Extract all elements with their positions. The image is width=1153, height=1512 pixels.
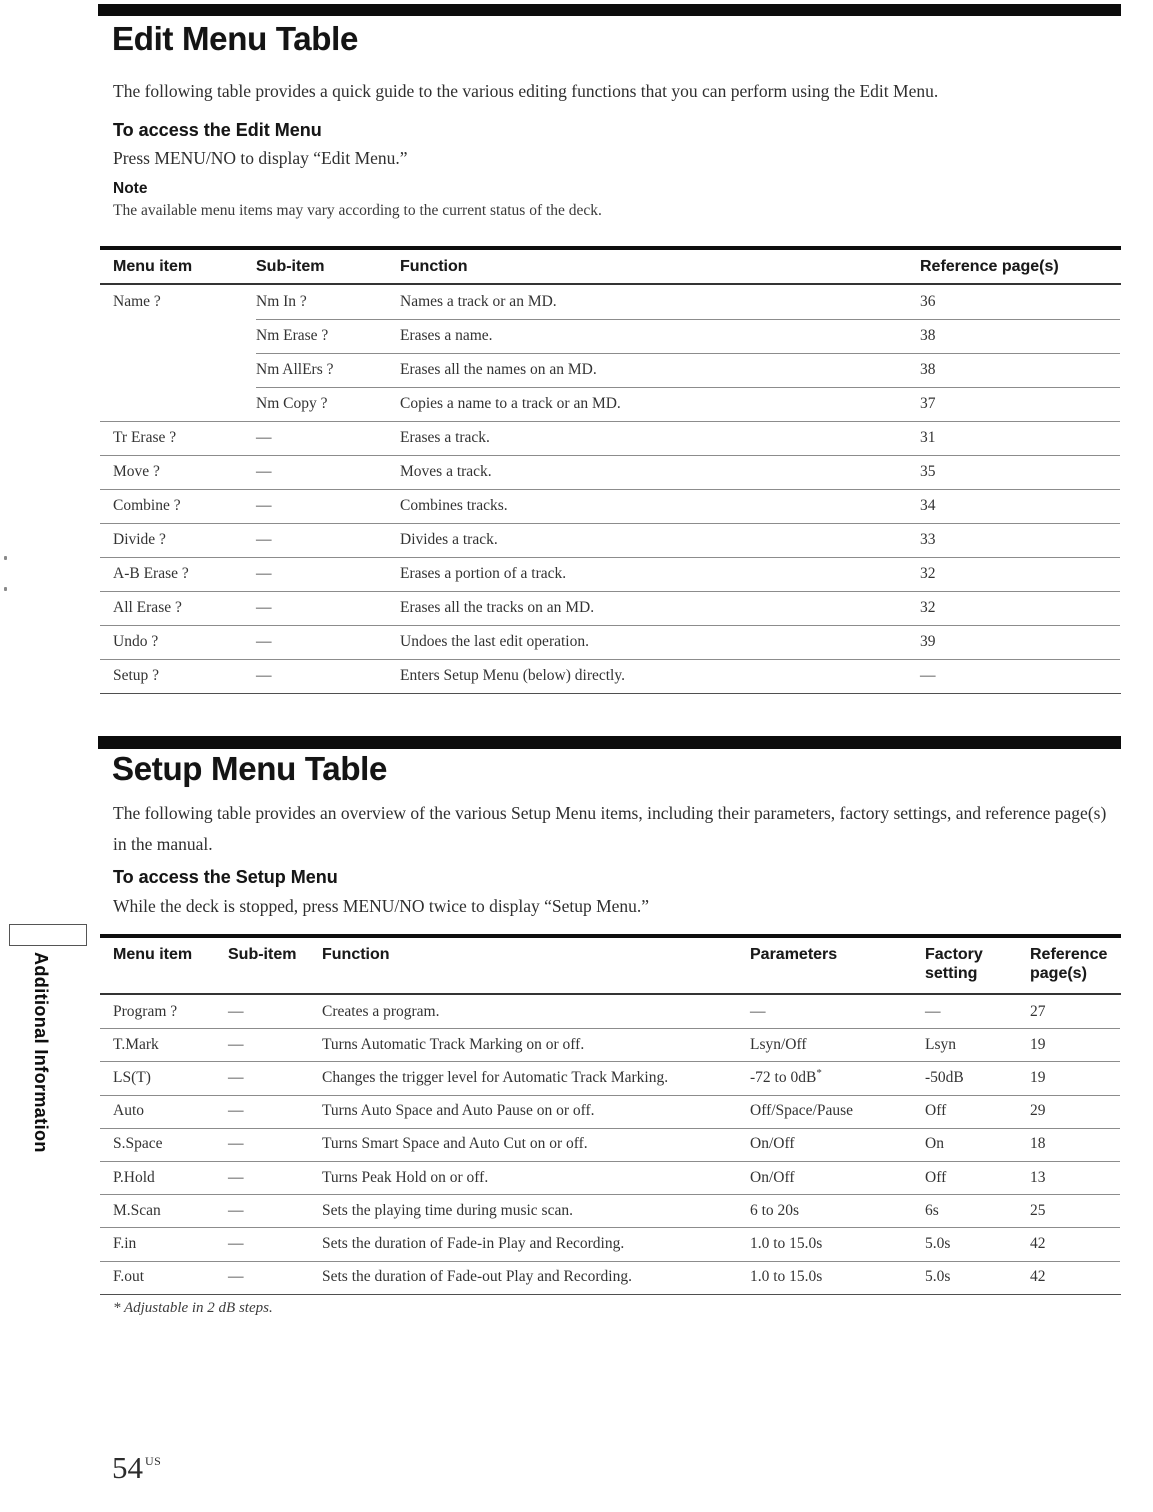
ref-cell: 29 xyxy=(1030,1102,1046,1120)
function-cell: Changes the trigger level for Automatic Track Marking. xyxy=(322,1068,669,1086)
row-separator xyxy=(100,1161,1120,1162)
params-cell: On/Off xyxy=(750,1135,795,1153)
column-header: Sub-item xyxy=(228,946,297,963)
row-separator xyxy=(100,455,1120,456)
factory-cell: 5.0s xyxy=(925,1268,951,1286)
row-separator xyxy=(100,1261,1120,1262)
table-footnote: * Adjustable in 2 dB steps. xyxy=(113,1300,273,1316)
factory-cell: 5.0s xyxy=(925,1234,951,1252)
function-cell: Names a track or an MD. xyxy=(400,293,557,310)
table-row xyxy=(100,1028,1121,1061)
params-cell: On/Off xyxy=(750,1168,795,1186)
function-cell: Creates a program. xyxy=(322,1002,440,1020)
menu-cell: Move ? xyxy=(113,463,160,480)
column-header: Parameters xyxy=(750,946,838,963)
edit-access-text: Press MENU/NO to display “Edit Menu.” xyxy=(113,148,408,168)
params-cell: — xyxy=(750,1002,766,1020)
row-separator xyxy=(100,659,1120,660)
function-cell: Turns Peak Hold on or off. xyxy=(322,1168,489,1186)
table-row xyxy=(100,1161,1121,1194)
menu-cell: Setup ? xyxy=(113,667,160,684)
column-header: Function xyxy=(322,946,390,963)
setup-access-heading: To access the Setup Menu xyxy=(113,867,338,887)
params-cell: -72 to 0dB* xyxy=(750,1066,822,1086)
table-row xyxy=(100,523,1121,557)
menu-cell: All Erase ? xyxy=(113,599,182,616)
sub-cell: — xyxy=(228,1268,244,1286)
ref-cell: 25 xyxy=(1030,1201,1046,1219)
sub-cell: — xyxy=(228,1234,244,1252)
ref-cell: 19 xyxy=(1030,1035,1046,1053)
sub-cell: — xyxy=(256,497,272,514)
table-row xyxy=(100,1095,1121,1128)
ref-cell: 36 xyxy=(920,293,936,310)
row-separator xyxy=(100,625,1120,626)
row-separator xyxy=(100,1028,1120,1029)
row-separator xyxy=(100,1194,1120,1195)
setup-section-intro: The following table provides an overview of the various Setup Menu items, including their parameters, factory settings, and reference page(s) in the manual. xyxy=(113,803,1107,854)
margin-index-box xyxy=(9,924,87,946)
table-row xyxy=(100,1227,1121,1260)
setup-table-header-row xyxy=(100,938,1121,995)
ref-cell: 33 xyxy=(920,531,936,548)
function-cell: Erases a track. xyxy=(400,429,490,446)
menu-cell: M.Scan xyxy=(113,1201,161,1219)
row-separator xyxy=(100,421,1120,422)
menu-cell: T.Mark xyxy=(113,1035,159,1053)
ref-cell: 39 xyxy=(920,633,936,650)
edit-menu-table xyxy=(100,246,1121,694)
factory-cell: -50dB xyxy=(925,1068,964,1086)
row-separator xyxy=(256,353,1120,354)
table-row xyxy=(100,591,1121,625)
setup-access-text: While the deck is stopped, press MENU/NO twice to display “Setup Menu.” xyxy=(113,896,650,916)
table-row xyxy=(100,455,1121,489)
column-header: Reference page(s) xyxy=(1030,946,1108,982)
column-header: Sub-item xyxy=(256,258,325,275)
table-row xyxy=(100,387,1121,421)
column-header: Reference page(s) xyxy=(920,258,1059,275)
function-cell: Turns Auto Space and Auto Pause on or off. xyxy=(322,1102,595,1120)
sub-cell: — xyxy=(228,1068,244,1086)
ref-cell: 27 xyxy=(1030,1002,1046,1020)
table-row xyxy=(100,1128,1121,1161)
edit-table-header-row xyxy=(100,250,1121,285)
section-divider-bar-middle xyxy=(98,736,1121,749)
column-header: Factory setting xyxy=(925,946,983,982)
function-cell: Sets the playing time during music scan. xyxy=(322,1201,573,1219)
ref-cell: — xyxy=(920,667,936,684)
function-cell: Sets the duration of Fade-out Play and Recording. xyxy=(322,1268,632,1286)
sub-cell: — xyxy=(228,1035,244,1053)
sub-cell: — xyxy=(256,531,272,548)
function-cell: Enters Setup Menu (below) directly. xyxy=(400,667,625,684)
menu-cell: S.Space xyxy=(113,1135,163,1153)
menu-cell: Name ? xyxy=(113,293,161,310)
page-number-value: 54 xyxy=(112,1450,143,1485)
params-cell: 1.0 to 15.0s xyxy=(750,1234,823,1252)
menu-cell: F.in xyxy=(113,1234,137,1252)
column-header: Menu item xyxy=(113,258,193,275)
table-row xyxy=(100,625,1121,659)
factory-cell: 6s xyxy=(925,1201,939,1219)
function-cell: Undoes the last edit operation. xyxy=(400,633,589,650)
ref-cell: 35 xyxy=(920,463,936,480)
menu-cell: Tr Erase ? xyxy=(113,429,177,446)
params-cell: 1.0 to 15.0s xyxy=(750,1268,823,1286)
ref-cell: 34 xyxy=(920,497,936,514)
menu-cell: Undo ? xyxy=(113,633,159,650)
menu-cell: LS(T) xyxy=(113,1068,151,1086)
scan-artifact xyxy=(4,556,7,560)
menu-cell: Combine ? xyxy=(113,497,181,514)
params-cell: 6 to 20s xyxy=(750,1201,800,1219)
factory-cell: Lsyn xyxy=(925,1035,956,1053)
note-heading: Note xyxy=(113,180,148,197)
menu-cell: Auto xyxy=(113,1102,144,1120)
function-cell: Erases a name. xyxy=(400,327,493,344)
row-separator xyxy=(100,557,1120,558)
ref-cell: 38 xyxy=(920,327,936,344)
ref-cell: 42 xyxy=(1030,1234,1046,1252)
section-divider-bar-top xyxy=(98,4,1121,16)
ref-cell: 18 xyxy=(1030,1135,1046,1153)
menu-cell: F.out xyxy=(113,1268,145,1286)
page-number-region-sup: US xyxy=(145,1454,162,1468)
table-row xyxy=(100,285,1121,319)
menu-cell: Divide ? xyxy=(113,531,166,548)
row-separator xyxy=(256,319,1120,320)
setup-table-body xyxy=(100,995,1121,1295)
parameter-footnote-marker: * xyxy=(816,1066,822,1079)
sub-cell: — xyxy=(228,1102,244,1120)
params-cell: Lsyn/Off xyxy=(750,1035,807,1053)
table-row xyxy=(100,489,1121,523)
table-row xyxy=(100,353,1121,387)
sub-cell: Nm In ? xyxy=(256,293,307,310)
function-cell: Erases all the tracks on an MD. xyxy=(400,599,595,616)
row-separator xyxy=(100,489,1120,490)
edit-access-heading: To access the Edit Menu xyxy=(113,120,322,140)
sub-cell: Nm Copy ? xyxy=(256,395,328,412)
note-text: The available menu items may vary according to the current status of the deck. xyxy=(113,202,602,219)
sub-cell: Nm Erase ? xyxy=(256,327,329,344)
scan-artifact xyxy=(4,587,7,591)
params-cell: Off/Space/Pause xyxy=(750,1102,854,1120)
sub-cell: — xyxy=(256,429,272,446)
ref-cell: 32 xyxy=(920,565,936,582)
table-row xyxy=(100,995,1121,1028)
ref-cell: 32 xyxy=(920,599,936,616)
ref-cell: 19 xyxy=(1030,1068,1046,1086)
factory-cell: Off xyxy=(925,1168,947,1186)
menu-cell: A-B Erase ? xyxy=(113,565,189,582)
factory-cell: Off xyxy=(925,1102,947,1120)
row-separator xyxy=(100,591,1120,592)
sub-cell: Nm AllErs ? xyxy=(256,361,334,378)
function-cell: Divides a track. xyxy=(400,531,498,548)
row-separator xyxy=(100,1095,1120,1096)
table-row xyxy=(100,421,1121,455)
column-header: Function xyxy=(400,258,468,275)
ref-cell: 38 xyxy=(920,361,936,378)
chapter-tab-label: Additional Information xyxy=(31,952,51,1153)
sub-cell: — xyxy=(256,463,272,480)
table-row xyxy=(100,319,1121,353)
function-cell: Erases all the names on an MD. xyxy=(400,361,597,378)
function-cell: Turns Smart Space and Auto Cut on or off. xyxy=(322,1135,588,1153)
ref-cell: 13 xyxy=(1030,1168,1046,1186)
sub-cell: — xyxy=(228,1201,244,1219)
edit-section-title: Edit Menu Table xyxy=(112,20,359,57)
edit-section-intro: The following table provides a quick guide to the various editing functions that you can perform using the Edit Menu. xyxy=(113,81,939,101)
setup-menu-table xyxy=(100,934,1121,1295)
ref-cell: 37 xyxy=(920,395,936,412)
sub-cell: — xyxy=(256,667,272,684)
table-row xyxy=(100,557,1121,591)
function-cell: Moves a track. xyxy=(400,463,492,480)
ref-cell: 42 xyxy=(1030,1268,1046,1286)
function-cell: Turns Automatic Track Marking on or off. xyxy=(322,1035,585,1053)
column-header: Menu item xyxy=(113,946,193,963)
ref-cell: 31 xyxy=(920,429,936,446)
row-separator xyxy=(100,1128,1120,1129)
function-cell: Combines tracks. xyxy=(400,497,508,514)
menu-cell: P.Hold xyxy=(113,1168,155,1186)
function-cell: Copies a name to a track or an MD. xyxy=(400,395,621,412)
page-number xyxy=(112,1450,161,1486)
setup-section-title: Setup Menu Table xyxy=(112,750,388,787)
sub-cell: — xyxy=(256,633,272,650)
menu-cell: Program ? xyxy=(113,1002,178,1020)
row-separator xyxy=(100,1061,1120,1062)
row-separator xyxy=(256,387,1120,388)
factory-cell: — xyxy=(925,1002,941,1020)
function-cell: Sets the duration of Fade-in Play and Recording. xyxy=(322,1234,625,1252)
edit-table-body xyxy=(100,285,1121,694)
function-cell: Erases a portion of a track. xyxy=(400,565,567,582)
table-row xyxy=(100,1261,1121,1294)
sub-cell: — xyxy=(228,1168,244,1186)
row-separator xyxy=(100,523,1120,524)
sub-cell: — xyxy=(256,565,272,582)
row-separator xyxy=(100,1227,1120,1228)
sub-cell: — xyxy=(256,599,272,616)
table-row xyxy=(100,659,1121,693)
factory-cell: On xyxy=(925,1135,944,1153)
table-row xyxy=(100,1194,1121,1227)
sub-cell: — xyxy=(228,1135,244,1153)
table-row xyxy=(100,1061,1121,1094)
sub-cell: — xyxy=(228,1002,244,1020)
